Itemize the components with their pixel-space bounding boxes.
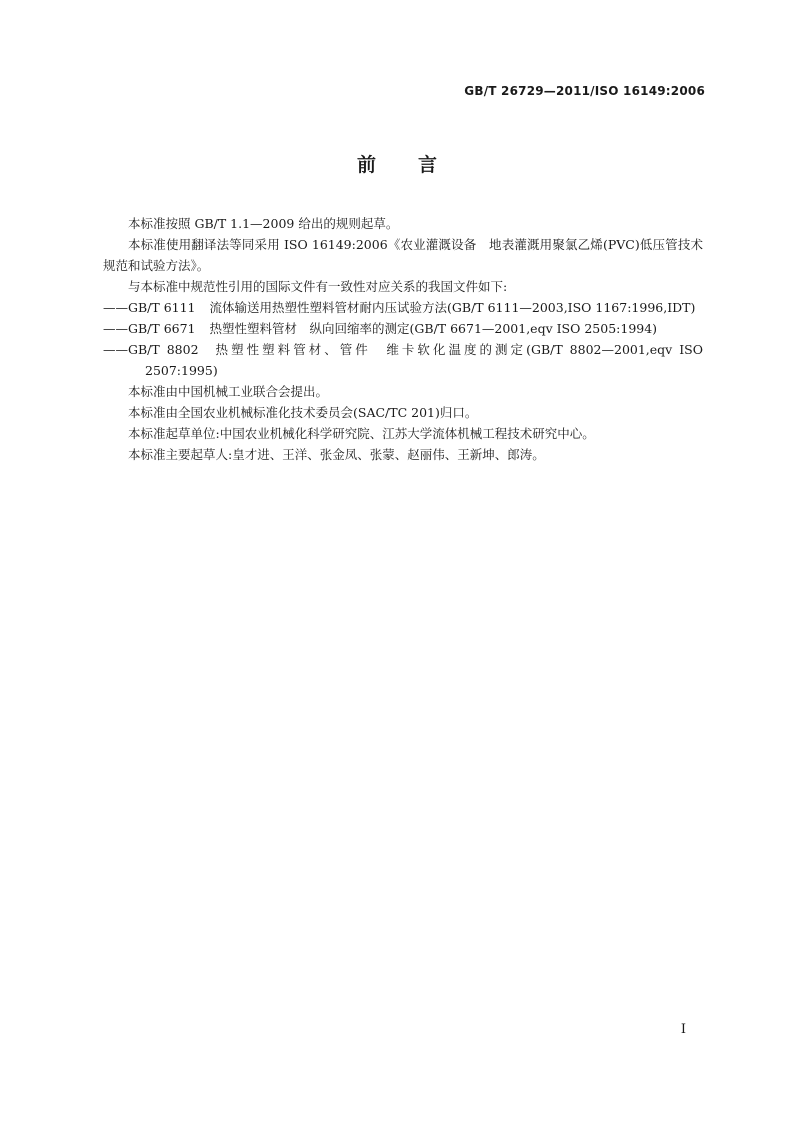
- page-title: [0, 150, 794, 177]
- reference-id: ——GB/T 6671: [103, 321, 196, 336]
- reference-id: ——GB/T 6111: [103, 300, 196, 315]
- title-char-2: 言: [418, 154, 438, 176]
- reference-text: 热塑性塑料管材、管件 维卡软化温度的测定(GB/T 8802—2001,eqv ISO 2507:1995): [145, 342, 703, 378]
- correspondence-intro-paragraph: 与本标准中规范性引用的国际文件有一致性对应关系的我国文件如下:: [128, 279, 508, 294]
- reference-text: 流体输送用热塑性塑料管材耐内压试验方法(GB/T 6111—2003,ISO 1167:1996,IDT): [209, 300, 696, 315]
- title-char-1: 前: [356, 154, 376, 176]
- reference-item-gbt-6111: [103, 297, 703, 318]
- drafters-paragraph: 本标准主要起草人:皇才进、王洋、张金凤、张蒙、赵丽伟、王新坤、郎涛。: [128, 447, 545, 462]
- drafting-rule-paragraph: 本标准按照 GB/T 1.1—2009 给出的规则起草。: [128, 216, 399, 231]
- reference-text: 热塑性塑料管材 纵向回缩率的测定(GB/T 6671—2001,eqv ISO 2505:1994): [209, 321, 658, 336]
- reference-item-gbt-8802: [103, 339, 703, 381]
- page-number: I: [680, 1022, 686, 1037]
- standard-number-header: GB/T 26729—2011/ISO 16149:2006: [464, 84, 705, 98]
- drafting-units-paragraph: 本标准起草单位:中国农业机械化科学研究院、江苏大学流体机械工程技术研究中心。: [128, 426, 595, 441]
- centralized-by-paragraph: 本标准由全国农业机械标准化技术委员会(SAC/TC 201)归口。: [128, 405, 478, 420]
- reference-item-gbt-6671: [103, 318, 703, 339]
- adoption-paragraph: 本标准使用翻译法等同采用 ISO 16149:2006《农业灌溉设备 地表灌溉用聚氯乙烯(PVC)低压管技术规范和试验方法》。: [103, 237, 703, 273]
- foreword-body: [103, 213, 703, 465]
- reference-id: ——GB/T 8802: [103, 342, 199, 357]
- proposer-paragraph: 本标准由中国机械工业联合会提出。: [128, 384, 329, 399]
